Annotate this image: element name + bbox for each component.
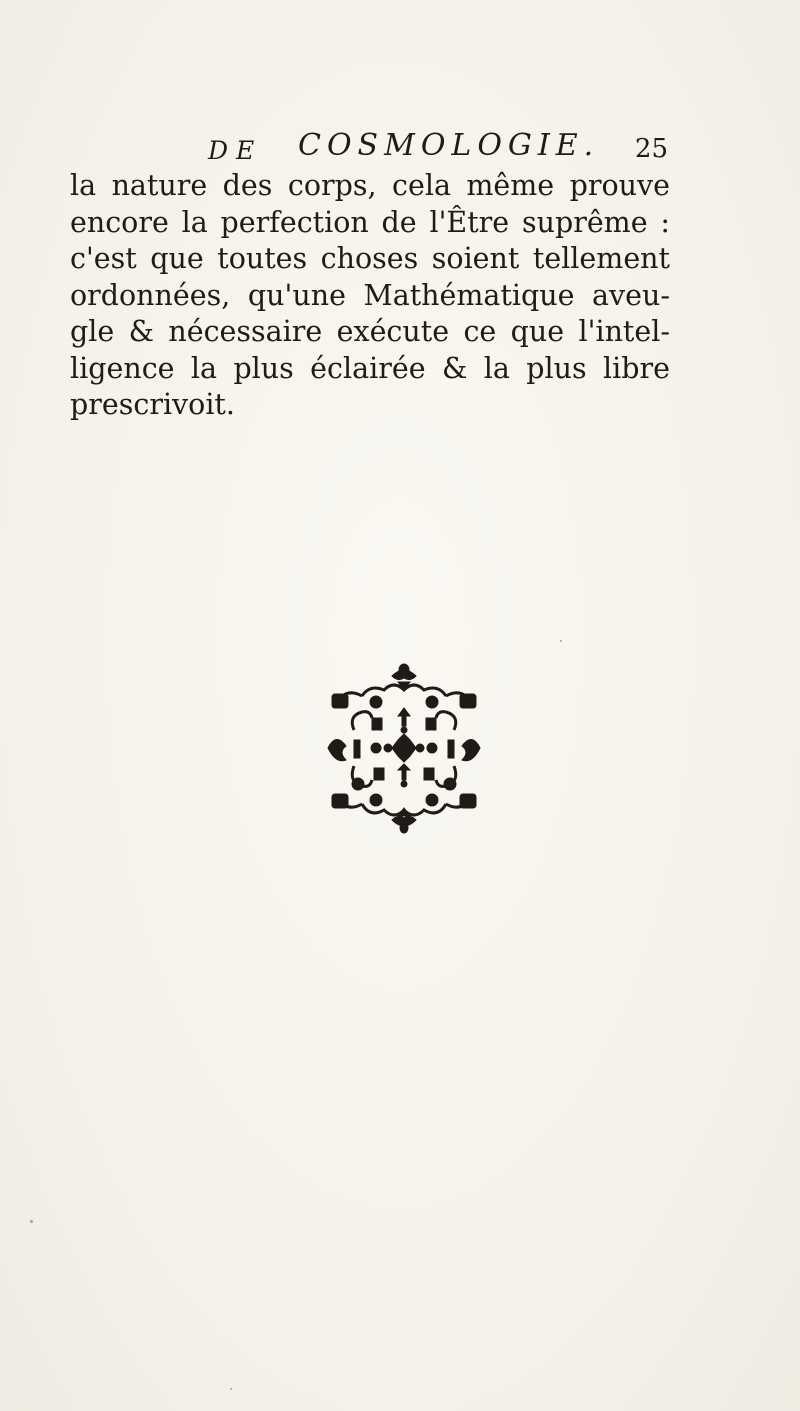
running-head-prefix: DE [208, 136, 263, 165]
body-text [70, 168, 670, 424]
text-line: ligence la plus éclairée & la plus libre [70, 351, 670, 385]
fleuron-ornament-icon [318, 660, 490, 836]
text-line: c'est que toutes choses soient tellement [70, 242, 670, 275]
running-head [208, 128, 668, 168]
paper-speck [230, 1388, 232, 1390]
paper-speck [560, 640, 562, 642]
bottom-finial [392, 808, 416, 833]
running-head-title: COSMOLOGIE. [298, 128, 600, 163]
paper-speck [30, 1220, 33, 1223]
middle-row [328, 734, 480, 762]
page-number: 25 [634, 134, 668, 164]
text-line: prescrivoit. [70, 388, 235, 421]
text-line: la nature des corps, cela même prouve [70, 169, 670, 202]
text-line: ordonnées, qu'une Mathématique aveu- [70, 278, 670, 312]
text-line: encore la perfection de l'Être suprême : [70, 205, 670, 239]
text-line: gle & nécessaire exécute ce que l'intel- [70, 315, 670, 348]
